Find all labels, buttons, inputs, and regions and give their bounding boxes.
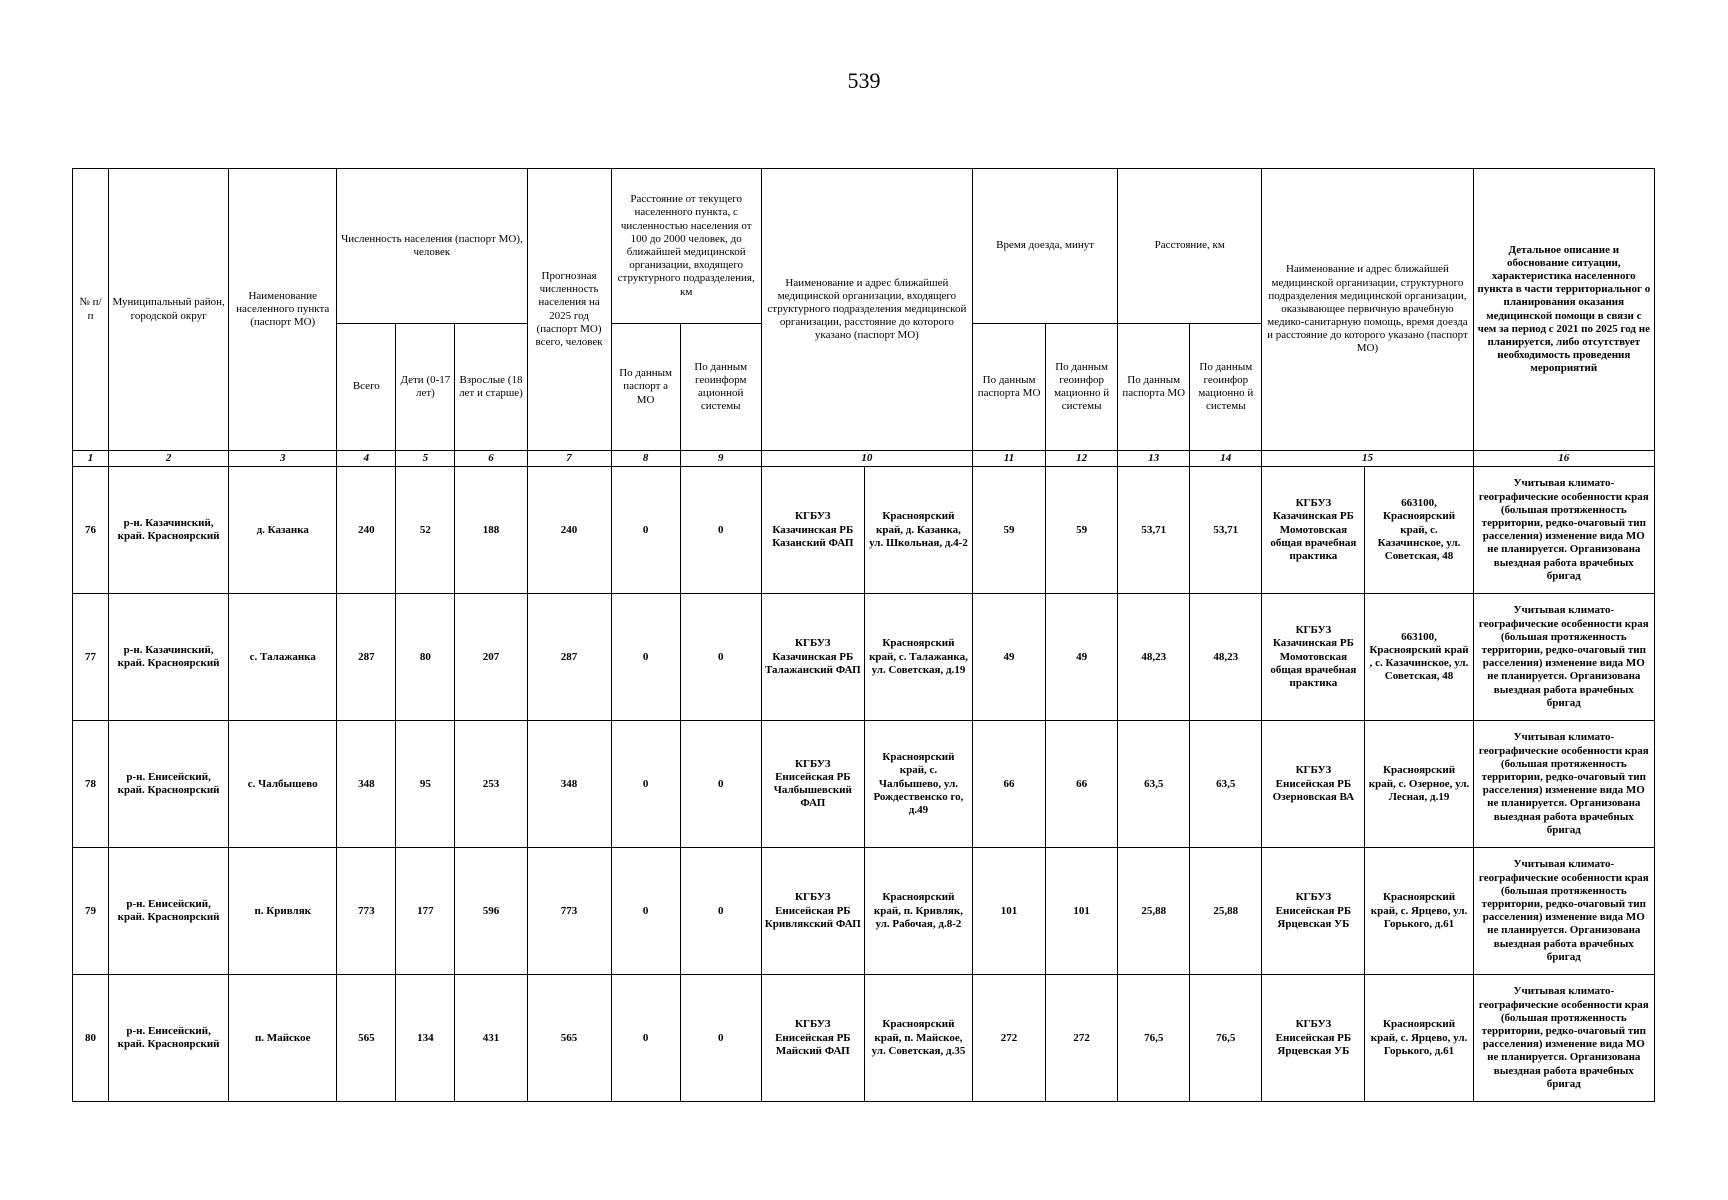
col-number: 1: [73, 451, 109, 467]
header-distance-km: Расстояние, км: [1118, 169, 1262, 324]
row-description: Учитывая климато-географические особенности края (большая протяженность территории, редко-очаговый тип расселения) изменение вида МО не планируется. Организована выездная работа врачебных бригад: [1473, 594, 1654, 721]
header-km-passport: По данным паспорта МО: [1118, 324, 1190, 451]
row-dist-gis: 0: [680, 848, 761, 975]
col-number: 8: [611, 451, 680, 467]
row-time-passport: 59: [973, 467, 1046, 594]
header-total: Всего: [337, 324, 396, 451]
row-km-passport: 25,88: [1118, 848, 1190, 975]
row-forecast: 240: [527, 467, 611, 594]
row-description: Учитывая климато-географические особенности края (большая протяженность территории, редко-очаговый тип расселения) изменение вида МО не планируется. Организована выездная работа врачебных бригад: [1473, 721, 1654, 848]
row-time-passport: 49: [973, 594, 1046, 721]
column-number-row: [73, 451, 1655, 467]
row-time-gis: 101: [1046, 848, 1118, 975]
row-total: 565: [337, 975, 396, 1102]
row-primary-care-address: 663100, Красноярский край , с. Казачинское, ул. Советская, 48: [1365, 594, 1473, 721]
row-dist-passport: 0: [611, 467, 680, 594]
row-district: р-н. Казачинский, край. Красноярский: [109, 594, 229, 721]
row-time-passport: 101: [973, 848, 1046, 975]
row-total: 287: [337, 594, 396, 721]
row-km-passport: 48,23: [1118, 594, 1190, 721]
row-number: 78: [73, 721, 109, 848]
row-km-gis: 48,23: [1190, 594, 1262, 721]
row-children: 134: [396, 975, 455, 1102]
row-time-passport: 66: [973, 721, 1046, 848]
row-total: 240: [337, 467, 396, 594]
table-row: [73, 594, 1655, 721]
col-number: 6: [455, 451, 527, 467]
row-km-passport: 63,5: [1118, 721, 1190, 848]
row-district: р-н. Енисейский, край. Красноярский: [109, 721, 229, 848]
row-dist-passport: 0: [611, 721, 680, 848]
header-population: Численность населения (паспорт МО), человек: [337, 169, 527, 324]
header-settlement: Наименование населенного пункта (паспорт МО): [229, 169, 337, 451]
table-row: [73, 975, 1655, 1102]
row-adults: 431: [455, 975, 527, 1102]
row-children: 95: [396, 721, 455, 848]
row-description: Учитывая климато-географические особенности края (большая протяженность территории, редко-очаговый тип расселения) изменение вида МО не планируется. Организована выездная работа врачебных бригад: [1473, 975, 1654, 1102]
col-number: 14: [1190, 451, 1262, 467]
row-km-gis: 63,5: [1190, 721, 1262, 848]
row-adults: 596: [455, 848, 527, 975]
row-org-name: КГБУЗ Енисейская РБ Кривлякский ФАП: [761, 848, 864, 975]
row-primary-care-name: КГБУЗ Казачинская РБ Момотовская общая врачебная практика: [1262, 467, 1365, 594]
row-primary-care-name: КГБУЗ Енисейская РБ Ярцевская УБ: [1262, 848, 1365, 975]
row-time-passport: 272: [973, 975, 1046, 1102]
row-org-address: Красноярский край, с. Чалбышево, ул. Рождественско го, д.49: [864, 721, 972, 848]
row-total: 348: [337, 721, 396, 848]
col-number: 9: [680, 451, 761, 467]
row-adults: 207: [455, 594, 527, 721]
row-dist-gis: 0: [680, 721, 761, 848]
row-dist-passport: 0: [611, 975, 680, 1102]
header-adults: Взрослые (18 лет и старше): [455, 324, 527, 451]
row-forecast: 348: [527, 721, 611, 848]
header-distance-to-org: Расстояние от текущего населенного пункта, с численностью населения от 100 до 2000 человек, до ближайшей медицинской организации, входящего структурного подразделения, км: [611, 169, 761, 324]
row-district: р-н. Енисейский, край. Красноярский: [109, 975, 229, 1102]
header-children: Дети (0-17 лет): [396, 324, 455, 451]
table-body: [73, 467, 1655, 1102]
row-primary-care-name: КГБУЗ Енисейская РБ Озерновская ВА: [1262, 721, 1365, 848]
row-org-name: КГБУЗ Енисейская РБ Чалбышевский ФАП: [761, 721, 864, 848]
col-number: 3: [229, 451, 337, 467]
header-time-gis: По данным геоинфор мационно й системы: [1046, 324, 1118, 451]
row-children: 177: [396, 848, 455, 975]
row-forecast: 287: [527, 594, 611, 721]
row-km-passport: 53,71: [1118, 467, 1190, 594]
row-number: 79: [73, 848, 109, 975]
row-adults: 188: [455, 467, 527, 594]
row-primary-care-name: КГБУЗ Енисейская РБ Ярцевская УБ: [1262, 975, 1365, 1102]
header-time-passport: По данным паспорта МО: [973, 324, 1046, 451]
row-settlement: п. Майское: [229, 975, 337, 1102]
header-description: Детальное описание и обоснование ситуации, характеристика населенного пункта в части территориальног о планирования оказания медицинской помощи в связи с чем за период с 2021 по 2025 год не планируется, либо отсутствует необходимость проведения мероприятий: [1473, 169, 1654, 451]
header-forecast: Прогнозная численность населения на 2025 год (паспорт МО) всего, человек: [527, 169, 611, 451]
row-dist-passport: 0: [611, 594, 680, 721]
header-primary-care-org: Наименование и адрес ближайшей медицинской организации, структурного подразделения медицинской организации, оказывающее первичную врачебную медико-санитарную помощь, время доезда и расстояние до которого указано (паспорт МО): [1262, 169, 1473, 451]
col-number: 11: [973, 451, 1046, 467]
header-dist-passport: По данным паспорт а МО: [611, 324, 680, 451]
row-org-address: Красноярский край, с. Талажанка, ул. Советская, д.19: [864, 594, 972, 721]
header-number: № п/ п: [73, 169, 109, 451]
row-primary-care-address: Красноярский край, с. Озерное, ул. Лесная, д.19: [1365, 721, 1473, 848]
row-district: р-н. Казачинский, край. Красноярский: [109, 467, 229, 594]
header-nearest-org: Наименование и адрес ближайшей медицинской организации, входящего структурного подразделения медицинской организации, расстояние до которого указано (паспорт МО): [761, 169, 972, 451]
header-km-gis: По данным геоинфор мационно й системы: [1190, 324, 1262, 451]
row-org-name: КГБУЗ Казачинская РБ Казанский ФАП: [761, 467, 864, 594]
row-forecast: 565: [527, 975, 611, 1102]
row-km-gis: 53,71: [1190, 467, 1262, 594]
col-number: 15: [1262, 451, 1473, 467]
row-dist-gis: 0: [680, 594, 761, 721]
settlements-table: [72, 168, 1655, 1102]
row-district: р-н. Енисейский, край. Красноярский: [109, 848, 229, 975]
row-description: Учитывая климато-географические особенности края (большая протяженность территории, редко-очаговый тип расселения) изменение вида МО не планируется. Организована выездная работа врачебных бригад: [1473, 467, 1654, 594]
row-number: 76: [73, 467, 109, 594]
col-number: 10: [761, 451, 972, 467]
row-adults: 253: [455, 721, 527, 848]
row-number: 80: [73, 975, 109, 1102]
header-district: Муниципальный район, городской округ: [109, 169, 229, 451]
row-settlement: с. Чалбышево: [229, 721, 337, 848]
row-time-gis: 49: [1046, 594, 1118, 721]
col-number: 5: [396, 451, 455, 467]
table-row: [73, 721, 1655, 848]
header-travel-time: Время доезда, минут: [973, 169, 1118, 324]
row-settlement: п. Кривляк: [229, 848, 337, 975]
row-dist-gis: 0: [680, 467, 761, 594]
table-row: [73, 848, 1655, 975]
row-forecast: 773: [527, 848, 611, 975]
row-time-gis: 272: [1046, 975, 1118, 1102]
row-org-address: Красноярский край, д. Казанка, ул. Школьная, д.4-2: [864, 467, 972, 594]
row-km-gis: 76,5: [1190, 975, 1262, 1102]
header-row-1: [73, 169, 1655, 324]
row-primary-care-address: 663100, Красноярский край, с. Казачинское, ул. Советская, 48: [1365, 467, 1473, 594]
row-org-address: Красноярский край, п. Кривляк, ул. Рабочая, д.8-2: [864, 848, 972, 975]
col-number: 12: [1046, 451, 1118, 467]
row-settlement: д. Казанка: [229, 467, 337, 594]
col-number: 7: [527, 451, 611, 467]
row-km-gis: 25,88: [1190, 848, 1262, 975]
row-children: 80: [396, 594, 455, 721]
page-number: 539: [847, 68, 881, 93]
row-primary-care-address: Красноярский край, с. Ярцево, ул. Горького, д.61: [1365, 975, 1473, 1102]
row-total: 773: [337, 848, 396, 975]
row-org-address: Красноярский край, п. Майское, ул. Советская, д.35: [864, 975, 972, 1102]
row-time-gis: 59: [1046, 467, 1118, 594]
col-number: 2: [109, 451, 229, 467]
table-row: [73, 467, 1655, 594]
row-description: Учитывая климато-географические особенности края (большая протяженность территории, редко-очаговый тип расселения) изменение вида МО не планируется. Организована выездная работа врачебных бригад: [1473, 848, 1654, 975]
col-number: 4: [337, 451, 396, 467]
row-primary-care-address: Красноярский край, с. Ярцево, ул. Горького, д.61: [1365, 848, 1473, 975]
row-number: 77: [73, 594, 109, 721]
row-dist-passport: 0: [611, 848, 680, 975]
col-number: 13: [1118, 451, 1190, 467]
row-settlement: с. Талажанка: [229, 594, 337, 721]
col-number: 16: [1473, 451, 1654, 467]
row-primary-care-name: КГБУЗ Казачинская РБ Момотовская общая врачебная практика: [1262, 594, 1365, 721]
row-org-name: КГБУЗ Казачинская РБ Талажанский ФАП: [761, 594, 864, 721]
row-dist-gis: 0: [680, 975, 761, 1102]
row-org-name: КГБУЗ Енисейская РБ Майский ФАП: [761, 975, 864, 1102]
row-km-passport: 76,5: [1118, 975, 1190, 1102]
row-children: 52: [396, 467, 455, 594]
header-dist-gis: По данным геоинформ ационной системы: [680, 324, 761, 451]
row-time-gis: 66: [1046, 721, 1118, 848]
